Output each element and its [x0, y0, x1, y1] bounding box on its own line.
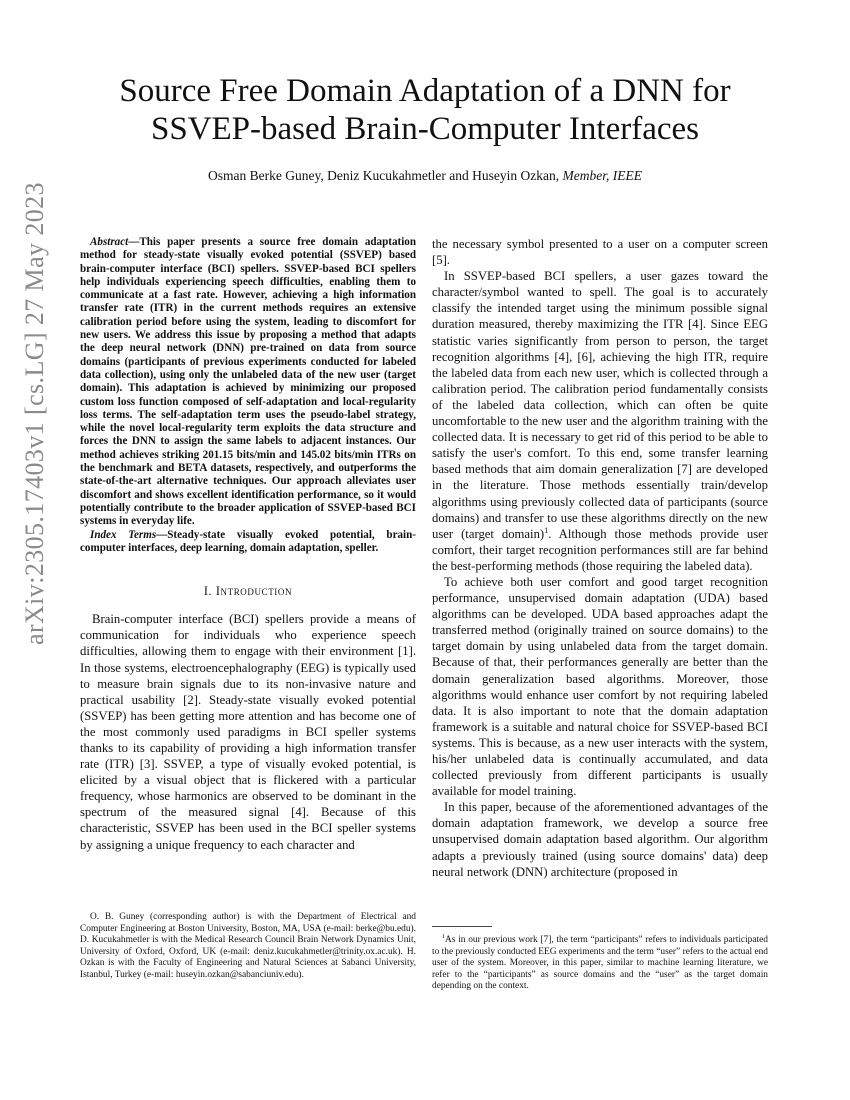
index-terms-text: —Steady-state visually evoked potential, brain-computer interfaces, deep learning, domain adaptation, speller.: [80, 528, 416, 554]
continued-paragraph: the necessary symbol presented to a user on a computer screen [5].: [432, 237, 768, 268]
paper-title: [60, 72, 790, 148]
left-column: [80, 236, 416, 853]
footnote-1-text: As in our previous work [7], the term “participants” refers to individuals participated to the previously conducted EEG experiments and the term “user” refers to the actual end user of the system. Moreover, in this paper, similar to machine learning literature, we refer to the “participants” as source domains and the “user” as the target domain depending on the context.: [432, 935, 768, 991]
footnote-marker: 1: [544, 525, 549, 535]
abstract: [80, 236, 416, 529]
body-paragraph-2-end: . Although those methods provide user comfort, their target recognition performances still are far behind the best-performing methods (those requiring the labeled data).: [432, 526, 768, 573]
body-paragraph-2: [432, 268, 768, 574]
intro-paragraph-1: Brain-computer interface (BCI) spellers provide a means of communication for individuals who experience speech difficulties, allowing them to engage with their environment [1]. In those systems, electroencephalography (EEG) is typically used to measure brain signals due to its non-invasive nature and practical usability [2]. Steady-state visually evoked potential (SSVEP) has been getting more attention and has become one of the most commonly used paradigms in BCI speller systems thanks to its capability of providing a high information transfer rate (ITR) [3]. SSVEP, a type of visually evoked potential, is elicited by a visual object that is flickered with a particular frequency, whose harmonics are observed to be dominant in the spectrum of the measured signal [4]. Because of this characteristic, SSVEP has been used in the BCI speller systems by assigning a unique frequency to each character and: [80, 612, 416, 852]
arxiv-identifier: arXiv:2305.17403v1 [cs.LG] 27 May 2023: [20, 182, 49, 645]
body-paragraph-3: To achieve both user comfort and good target recognition performance, unsupervised domain adaptation (UDA) based algorithms can be developed. UDA based approaches adapt the transferred method (originally trained on source domains) to the target domain by using unlabeled data from the target domain. Because of that, their performances generally are better than the domain generalization based algorithms. Moreover, those algorithms would enhance user comfort by not requiring labeled data. It is also important to note that the domain adaptation framework is a suitable and natural choice for SSVEP-based BCI systems. This is because, as a new user interacts with the system, his/her unlabeled data is continually accumulated, and data collected previously from different participants is usually available for model training.: [432, 574, 768, 799]
author-membership: Member, IEEE: [562, 168, 642, 183]
author-names: Osman Berke Guney, Deniz Kucukahmetler and Huseyin Ozkan,: [208, 168, 560, 183]
section-heading-introduction: I. Introduction: [203, 584, 293, 599]
footnote-1-marker: 1: [442, 933, 446, 940]
body-paragraph-2-text: In SSVEP-based BCI spellers, a user gazes toward the character/symbol wanted to spell. The goal is to accurately classify the intended target using the minimum possible signal duration measured, thereby maximizing the ITR [4]. Since EEG statistic varies significantly from person to person, the target recognition algorithms [4], [6], achieving the high ITR, require the labeled data from each new user, which is collected through a calibration period. The calibration period fundamentally consists of the labeled data collection, which can often be quite uncomfortable to the new user and the algorithm training with the collected data. It is necessary to get rid of this period to be able to satisfy the user's comfort. To this end, some transfer learning based methods that aim domain generalization [7] are developed in the literature. Those methods essentially train/develop algorithms using previously collected data of participants (source domains) and transfer to use these algorithms directly on the new user (target domain): [432, 269, 768, 541]
index-terms-label: Index Terms: [90, 528, 157, 541]
abstract-label: Abstract: [90, 236, 129, 248]
title-line-2: SSVEP-based Brain-Computer Interfaces: [150, 111, 700, 147]
author-list: [60, 168, 790, 184]
body-paragraph-4: In this paper, because of the aforementioned advantages of the domain adaptation framework, we develop a source free unsupervised domain adaptation based algorithm. Our algorithm adapts a previously trained (using source domains' data) deep neural network (DNN) architecture (proposed in: [432, 800, 768, 879]
right-column: [432, 236, 768, 880]
abstract-text: —This paper presents a source free domain adaptation method for steady-state visually evoked potential (SSVEP) based brain-computer interface (BCI) spellers. SSVEP-based BCI spellers help individuals experiencing speech difficulties, enabling them to communicate at a fast rate. However, achieving a high information transfer rate (ITR) in the current methods requires an extensive calibration period before using the system, leading to discomfort for new users. We address this issue by proposing a method that adapts the deep neural network (DNN) pre-trained on data from source domains (participants of previous experiments conducted for labeled data collection), using only the unlabeled data of the new user (target domain). This adaptation is achieved by minimizing our proposed custom loss function composed of self-adaptation and local-regularity loss terms. The self-adaptation term uses the pseudo-label strategy, while the novel local-regularity term exploits the data structure and forces the DNN to assign the same labels to adjacent instances. Our method achieves striking 201.15 bits/min and 145.02 bits/min ITRs on the benchmark and BETA datasets, respectively, and outperforms the state-of-the-art alternative techniques. Our approach alleviates user discomfort and shows excellent identification performance, so it would potentially contribute to the broader application of SSVEP-based BCI systems in everyday life.: [80, 236, 416, 528]
title-line-1: Source Free Domain Adaptation of a DNN for: [119, 73, 731, 109]
footnote-divider: [432, 926, 492, 927]
footnote-1: [432, 935, 768, 993]
index-terms: [80, 529, 416, 556]
author-affiliation-footnote: O. B. Guney (corresponding author) is with the Department of Electrical and Computer Engineering at Boston University, Boston, MA, USA (e-mail: berke@bu.edu). D. Kucukahmetler is with the Medical Research Council Brain Network Dynamics Unit, University of Oxford, Oxford, UK (e-mail: deniz.kucukahmetler@trinity.ox.ac.uk). H. Ozkan is with the Faculty of Engineering and Natural Sciences at Sabanci University, Istanbul, Turkey (e-mail: huseyin.ozkan@sabanciuniv.edu).: [80, 912, 416, 980]
